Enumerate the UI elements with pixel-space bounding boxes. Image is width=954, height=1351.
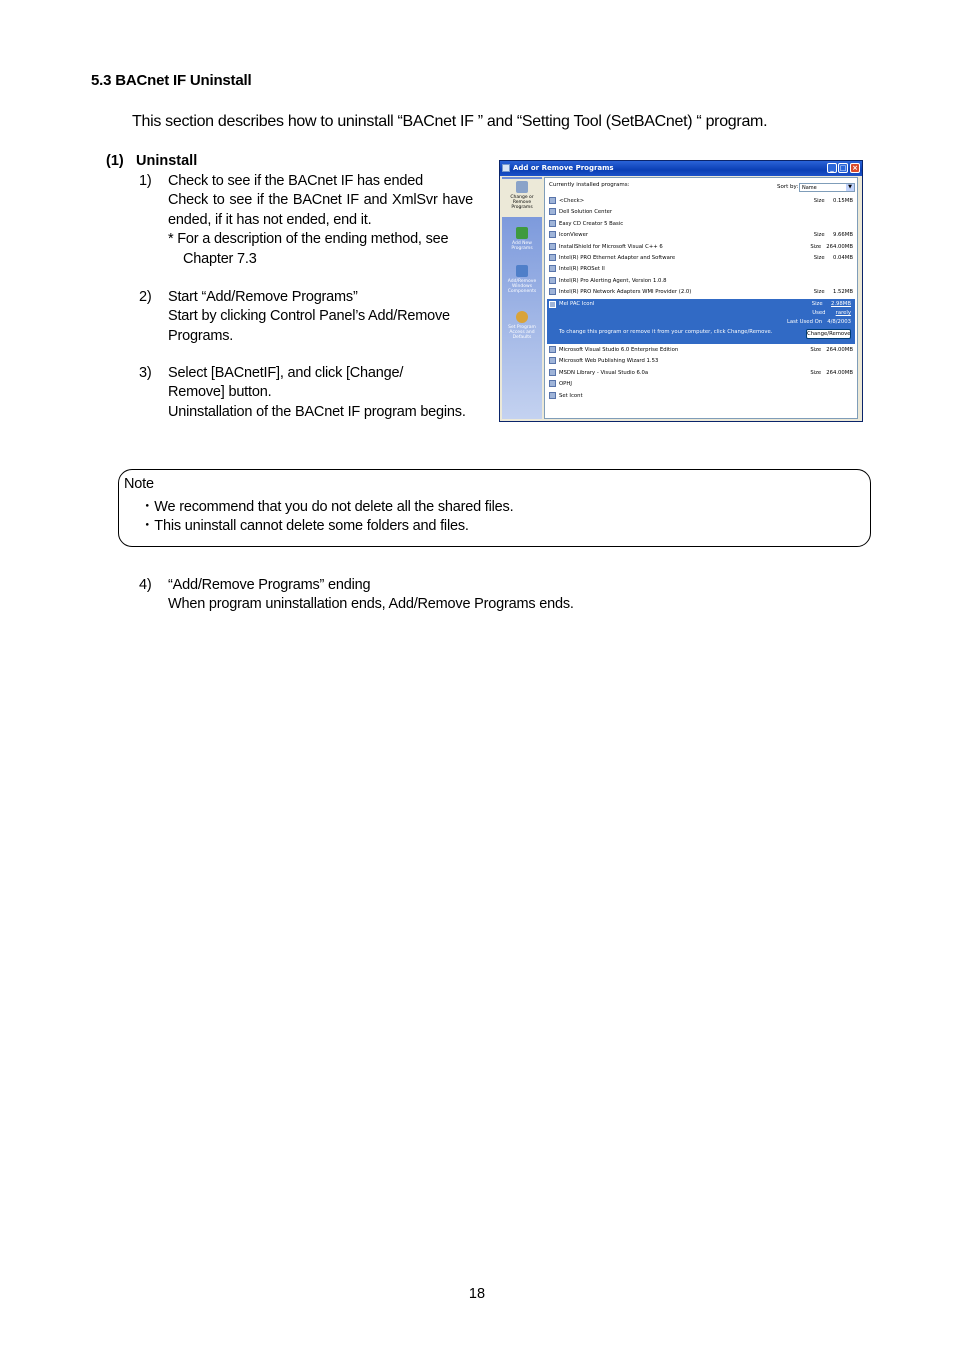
subsection-title xyxy=(106,153,197,169)
sidebar-item-label: Set Program Access and Defaults xyxy=(508,325,536,340)
change-remove-button: Change/Remove xyxy=(807,331,851,337)
section-heading: 5.3 BACnet IF Uninstall xyxy=(91,72,252,89)
program-name: <Check> xyxy=(559,198,585,204)
add-remove-programs-screenshot xyxy=(499,160,863,422)
program-icon xyxy=(549,346,556,353)
program-row xyxy=(547,230,855,241)
program-row xyxy=(547,219,855,230)
program-row xyxy=(547,276,855,287)
window-titlebar xyxy=(500,161,862,176)
note-box xyxy=(118,469,871,547)
program-size xyxy=(814,253,853,264)
size-value: 2.98MB xyxy=(831,301,851,307)
program-name: MSDN Library - Visual Studio 6.0a xyxy=(559,369,649,376)
minimize-icon: _ xyxy=(827,163,837,173)
size-value: 264.00MB xyxy=(826,369,853,376)
program-icon xyxy=(549,265,556,272)
size-label: Size xyxy=(813,255,825,261)
sidebar-item-label: Change or Remove Programs xyxy=(510,195,534,210)
sort-value: Name xyxy=(802,185,817,191)
step-number: 1) xyxy=(139,173,152,189)
size-value: 9.66MB xyxy=(833,232,853,239)
step-line: Check to see if the BACnet IF and XmlSvr have ended, if it has not ended, end it. xyxy=(168,192,473,228)
program-name: Intel(R) PRO Network Adapters WMI Provider (2.0) xyxy=(559,289,692,296)
program-icon xyxy=(549,254,556,261)
step-line: * For a description of the ending method, see xyxy=(168,231,449,248)
program-access-icon xyxy=(516,311,528,323)
sidebar-item-add-new xyxy=(502,225,542,259)
program-icon xyxy=(549,369,556,376)
program-name: Mel PAC Iconl xyxy=(559,301,595,307)
used-value: rarely xyxy=(835,310,851,316)
program-row xyxy=(547,345,855,356)
sidebar-item-change-remove xyxy=(502,179,542,217)
program-row xyxy=(547,287,855,298)
step-line: Check to see if the BACnet IF has ended xyxy=(168,173,423,189)
program-size xyxy=(810,345,853,356)
sidebar-item-program-access xyxy=(502,309,542,349)
program-icon xyxy=(549,288,556,295)
page-number: 18 xyxy=(468,1286,486,1302)
sort-select xyxy=(799,183,855,192)
program-icon xyxy=(549,197,556,204)
program-size xyxy=(814,287,853,298)
sidebar xyxy=(502,177,542,419)
program-name: Easy CD Creator 5 Basic xyxy=(559,220,624,227)
size-label: Size xyxy=(810,347,822,353)
size-value: 0.15MB xyxy=(833,198,853,204)
subsection-label: Uninstall xyxy=(136,153,198,169)
program-name: Intel(R) Pro Alerting Agent, Version 1.0.8 xyxy=(559,277,667,284)
windows-components-icon xyxy=(516,265,528,277)
close-icon: × xyxy=(850,163,860,173)
program-size xyxy=(814,196,853,207)
program-name: Intel(R) PROSet II xyxy=(559,266,605,273)
program-icon xyxy=(549,301,556,308)
program-size xyxy=(810,242,853,253)
note-item: ・We recommend that you do not delete all the shared files. xyxy=(140,499,514,515)
step-line: Chapter 7.3 xyxy=(183,250,257,267)
size-label: Size xyxy=(810,369,822,376)
size-label: Size xyxy=(813,289,825,296)
program-name: Dell Solution Center xyxy=(559,209,613,216)
program-row xyxy=(547,379,855,390)
program-row xyxy=(547,207,855,218)
program-icon xyxy=(549,392,556,399)
program-name: Microsoft Visual Studio 6.0 Enterprise Edition xyxy=(559,347,679,353)
program-name: OPHJ xyxy=(559,381,572,388)
step-line: When program uninstallation ends, Add/Remove Programs ends. xyxy=(168,596,574,613)
note-item: ・This uninstall cannot delete some folders and files. xyxy=(140,518,469,534)
window-icon xyxy=(502,164,510,172)
size-value: 264.00MB xyxy=(826,243,853,250)
selected-program-row xyxy=(547,299,855,344)
step-line: Start “Add/Remove Programs” xyxy=(168,289,358,305)
size-value: 0.04MB xyxy=(833,255,853,261)
program-icon xyxy=(549,231,556,238)
program-row xyxy=(547,196,855,207)
installed-programs-label: Currently installed programs: xyxy=(549,182,630,188)
program-list-panel xyxy=(544,177,858,419)
program-row xyxy=(547,391,855,402)
size-value: 264.00MB xyxy=(826,347,853,353)
program-size xyxy=(812,301,851,307)
program-size xyxy=(810,368,853,379)
program-icon xyxy=(549,208,556,215)
chevron-down-icon: ▼ xyxy=(846,184,854,191)
program-row xyxy=(547,253,855,264)
program-icon xyxy=(549,357,556,364)
note-title: Note xyxy=(124,476,154,492)
step-line: Start by clicking Control Panel’s Add/Remove Programs. xyxy=(168,308,450,344)
program-row xyxy=(547,356,855,367)
add-program-icon xyxy=(516,227,528,239)
program-row xyxy=(547,242,855,253)
used-label: Used xyxy=(812,310,826,316)
sidebar-item-label: Add New Programs xyxy=(511,241,533,251)
sidebar-item-label: Add/Remove Windows Components xyxy=(507,279,537,294)
cd-box-icon xyxy=(516,181,528,193)
step-line: Select [BACnetIF], and click [Change/ Remove] button. xyxy=(168,365,404,401)
program-icon xyxy=(549,380,556,387)
step-line: Uninstallation of the BACnet IF program begins. xyxy=(168,404,466,420)
step-line: “Add/Remove Programs” ending xyxy=(168,577,371,593)
program-name: IconViewer xyxy=(559,232,589,239)
step-number: 4) xyxy=(139,577,152,593)
step-number: 2) xyxy=(139,289,152,305)
program-name: InstallShield for Microsoft Visual C++ 6 xyxy=(559,243,663,250)
program-last-used xyxy=(787,319,851,325)
size-value: 1.52MB xyxy=(833,289,853,296)
program-name: Set Icont xyxy=(559,392,583,399)
intro-text: This section describes how to uninstall “BACnet IF ” and “Setting Tool (SetBACnet) “ program. xyxy=(132,113,768,130)
maximize-icon: □ xyxy=(839,164,847,172)
size-label: Size xyxy=(810,243,822,250)
step-number: 3) xyxy=(139,365,152,381)
program-icon xyxy=(549,277,556,284)
program-name: Microsoft Web Publishing Wizard 1.53 xyxy=(559,358,659,365)
size-label: Size xyxy=(811,301,823,307)
last-used-value: 4/8/2003 xyxy=(827,319,851,325)
program-row xyxy=(547,264,855,275)
size-label: Size xyxy=(813,198,825,204)
program-name: Intel(R) PRO Ethernet Adapter and Software xyxy=(559,255,676,261)
program-icon xyxy=(549,220,556,227)
subsection-number: (1) xyxy=(106,153,124,169)
size-label: Size xyxy=(813,232,825,239)
program-size xyxy=(814,230,853,241)
sort-label: Sort by: xyxy=(777,184,799,190)
change-remove-hint: To change this program or remove it from your computer, click Change/Remove. xyxy=(559,329,773,335)
program-row xyxy=(547,368,855,379)
sidebar-item-windows-components xyxy=(502,263,542,303)
program-icon xyxy=(549,243,556,250)
program-used xyxy=(812,310,851,316)
window-title: Add or Remove Programs xyxy=(513,164,614,172)
last-used-label: Last Used On xyxy=(786,319,823,325)
